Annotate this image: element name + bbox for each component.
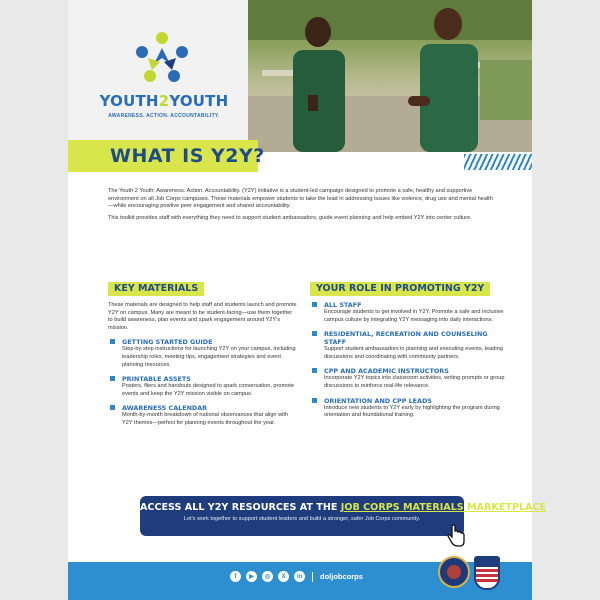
bullet-square-icon — [110, 405, 115, 410]
key-materials-section — [108, 278, 298, 428]
facebook-icon[interactable]: f — [230, 571, 241, 582]
list-item — [310, 301, 506, 324]
intro-paragraph: The Youth 2 Youth: Awareness. Action. Accountability. (Y2Y) initiative is a student-led campaign designed to promote a safe, healthy and supportive environment on all Job Corps campuses. These materials empower students to take the lead in addressing issues like violence, drug use and mental health—while encouraging positive peer engagement and shared accountability. — [108, 188, 493, 210]
badge-stripe — [476, 574, 498, 577]
decorative-stripes — [464, 154, 532, 170]
logo-wordmark: YOUTH2YOUTH — [99, 92, 229, 110]
seal-center — [447, 565, 461, 579]
item-title: ORIENTATION AND CPP LEADS — [324, 396, 432, 405]
badge-stripe — [476, 579, 498, 582]
cta-headline: ACCESS ALL Y2Y RESOURCES AT THE JOB CORPS MATERIALS MARKETPLACE. — [140, 502, 550, 513]
your-role-heading: YOUR ROLE IN PROMOTING Y2Y — [310, 282, 490, 296]
divider — [312, 572, 313, 582]
your-role-section — [310, 278, 506, 420]
page-title: WHAT IS Y2Y? — [110, 145, 265, 167]
badge-stripe — [476, 569, 498, 572]
bullet-square-icon — [312, 331, 317, 336]
students-photo — [248, 0, 532, 152]
list-item — [310, 367, 506, 390]
social-links — [230, 571, 363, 582]
item-text: Introduce new students to Y2Y early by highlighting the program during orientation and foundational training. — [324, 404, 500, 419]
list-item — [108, 404, 298, 427]
logo-tagline: AWARENESS. ACTION. ACCOUNTABILITY. — [108, 113, 220, 119]
item-title: ALL STAFF — [324, 301, 362, 309]
item-text: Posters, fliers and handouts designed to spark conversation, promote events and keep the Y2Y mission visible on campus. — [122, 383, 294, 397]
hand-cursor-icon — [446, 524, 466, 548]
bullet-square-icon — [312, 398, 317, 403]
item-text: Incorporate Y2Y topics into classroom activities, writing prompts or group discussions to reinforce real-life relevance. — [324, 375, 505, 389]
item-title: PRINTABLE ASSETS — [122, 375, 191, 384]
cta-subtext: Let's work together to support student leaders and build a stronger, safer Job Corps community. — [183, 516, 421, 522]
key-materials-intro: These materials are designed to help staff and students launch and promote Y2Y on campus. Many are meant to be student-facing—use them together to build awareness, plan events and spark engagement around Y2Y's mission. — [108, 302, 297, 331]
item-title: RESIDENTIAL, RECREATION AND COUNSELING STAFF — [324, 330, 488, 347]
bullet-square-icon — [312, 302, 317, 307]
intro-paragraph: This toolkit provides staff with everything they need to support student ambassadors, guide event planning and help embed Y2Y into center culture. — [108, 214, 472, 221]
item-title: CPP AND ACADEMIC INSTRUCTORS — [324, 367, 449, 376]
list-item — [310, 330, 506, 361]
bullet-square-icon — [110, 339, 115, 344]
item-text: Month-by-month breakdown of national observances that align with Y2Y themes—perfect for planning events throughout the year. — [122, 412, 289, 426]
key-materials-heading: KEY MATERIALS — [108, 282, 204, 296]
marketplace-link[interactable]: JOB CORPS MATERIALS MARKETPLACE — [340, 502, 547, 513]
item-text: Encourage students to get involved in Y2Y. Promote a safe and inclusive campus culture by integrating Y2Y messaging into daily interactions. — [324, 309, 504, 323]
linkedin-icon[interactable]: in — [294, 571, 305, 582]
item-title: AWARENESS CALENDAR — [122, 404, 208, 413]
list-item — [108, 338, 298, 369]
instagram-icon[interactable]: ◎ — [262, 571, 273, 582]
y2y-logo-icon — [132, 28, 192, 88]
job-corps-badge-icon — [474, 556, 500, 590]
logo-block — [68, 0, 248, 140]
list-item — [108, 375, 298, 398]
marketplace-cta[interactable] — [140, 496, 550, 536]
intro-text — [108, 188, 498, 226]
students-photo-illustration — [248, 0, 532, 152]
social-handle[interactable]: doljobcorps — [320, 572, 363, 581]
bullet-square-icon — [312, 368, 317, 373]
x-icon[interactable]: X — [278, 571, 289, 582]
item-title: GETTING STARTED GUIDE — [122, 338, 213, 347]
youtube-icon[interactable]: ▶ — [246, 571, 257, 582]
item-text: Step-by-step instructions for launching Y2Y on your campus, including leadership roles, meeting tips, engagement strategies and event planning resources. — [122, 346, 296, 368]
item-text: Support student ambassadors in planning and executing events, leading discussions and coordinating with community partners. — [324, 346, 503, 360]
list-item — [310, 397, 506, 420]
flyer-page — [68, 0, 550, 600]
bullet-square-icon — [110, 376, 115, 381]
dol-seal-icon — [438, 556, 470, 588]
badge-top — [476, 558, 498, 567]
